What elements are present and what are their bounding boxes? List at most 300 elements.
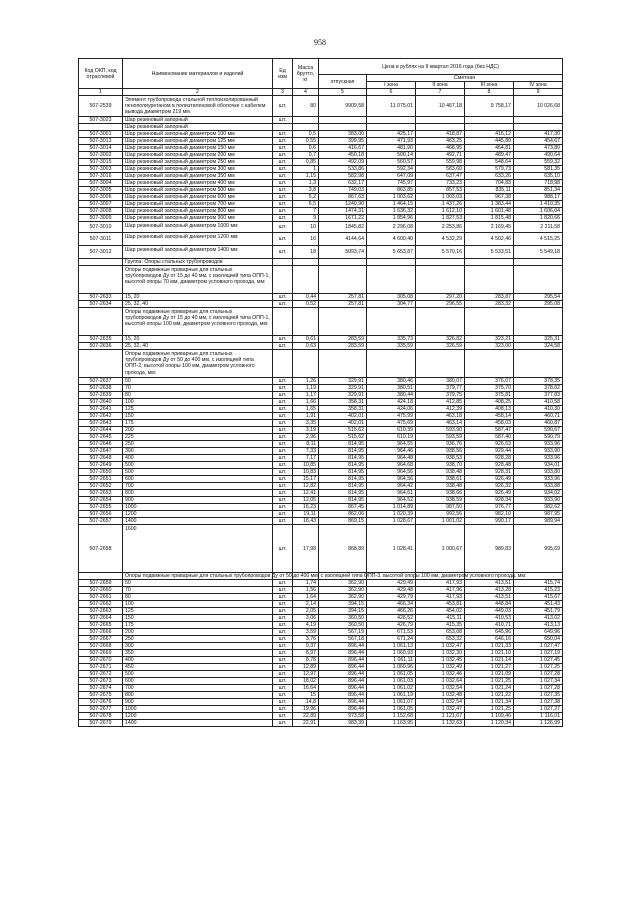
row-mass-cell: 18,43 [293, 518, 319, 525]
row-code-cell: 507-3016 [79, 173, 123, 180]
row-zone-3-price-cell: 1 021,25 [465, 706, 514, 713]
row-zone-3-price-cell: 982,10 [465, 511, 514, 518]
table-row [79, 720, 563, 727]
row-name-cell: 100 [123, 399, 273, 406]
row-zone-3-price-cell: 929,44 [465, 448, 514, 455]
row-zone-1-price-cell: 424,18 [367, 399, 416, 406]
row-release-price-cell: 399,95 [319, 138, 367, 145]
row-mass-cell: 1,64 [293, 594, 319, 601]
row-code-cell: 507-2658 [79, 525, 123, 573]
row-unit-cell: шт. [273, 462, 293, 469]
row-zone-4-price-cell: 934,01 [514, 462, 563, 469]
row-name-cell: 15, 20 [123, 336, 273, 343]
row-release-price-cell: 402,01 [319, 413, 367, 420]
row-unit-cell: шт. [273, 406, 293, 413]
row-unit-cell: шт. [273, 692, 293, 699]
row-code-cell: 507-2647 [79, 448, 123, 455]
table-row [79, 117, 563, 124]
table-row [79, 587, 563, 594]
row-release-price-cell: 896,44 [319, 692, 367, 699]
row-mass-cell: 1,15 [293, 173, 319, 180]
row-zone-2-price-cell: 296,55 [416, 301, 465, 308]
row-zone-4-price-cell: 410,30 [514, 406, 563, 413]
row-zone-2-price-cell: 583,60 [416, 166, 465, 173]
row-zone-3-price-cell [465, 124, 514, 131]
row-mass-cell: 9,37 [293, 643, 319, 650]
row-release-price-cell: 896,44 [319, 664, 367, 671]
row-name-cell: 1400 [123, 518, 273, 525]
table-row [79, 201, 563, 208]
row-zone-4-price-cell: 933,96 [514, 441, 563, 448]
table-row [79, 636, 563, 643]
table-row [79, 266, 563, 294]
row-zone-3-price-cell: 1 021,25 [465, 678, 514, 685]
row-zone-4-price-cell: 590,67 [514, 427, 563, 434]
row-zone-2-price-cell: 379,75 [416, 392, 465, 399]
row-zone-1-price-cell [367, 259, 416, 266]
row-zone-3-price-cell: 926,32 [465, 483, 514, 490]
row-zone-2-price-cell: 326,59 [416, 343, 465, 350]
table-row [79, 166, 563, 173]
row-zone-3-price-cell: 376,07 [465, 378, 514, 385]
row-code-cell: 507-2660 [79, 587, 123, 594]
table-row [79, 441, 563, 448]
row-mass-cell: 9 [293, 215, 319, 222]
row-release-price-cell: 329,91 [319, 385, 367, 392]
row-name-cell: 25, 32, 40 [123, 343, 273, 350]
row-zone-3-price-cell: 283,87 [465, 294, 514, 301]
row-unit-cell: шт. [273, 215, 293, 222]
row-zone-1-price-cell: 11 075,01 [367, 96, 416, 117]
row-mass-cell: 1,56 [293, 587, 319, 594]
row-zone-3-price-cell [465, 259, 514, 266]
row-mass-cell: 16 [293, 233, 319, 246]
row-zone-1-price-cell: 964,46 [367, 448, 416, 455]
row-zone-4-price-cell: 1 027,38 [514, 699, 563, 706]
row-name-cell: 250 [123, 636, 273, 643]
row-zone-4-price-cell [514, 266, 563, 294]
row-code-cell: 507-2633 [79, 294, 123, 301]
row-unit-cell: шт. [273, 497, 293, 504]
row-zone-4-price-cell: 933,96 [514, 455, 563, 462]
row-zone-4-price-cell: 590,79 [514, 434, 563, 441]
row-unit-cell: шт. [273, 490, 293, 497]
row-zone-3-price-cell: 408,13 [465, 406, 514, 413]
row-name-cell: 15, 20 [123, 294, 273, 301]
row-zone-1-price-cell: 964,61 [367, 490, 416, 497]
row-zone-3-price-cell: 416,12 [465, 131, 514, 138]
row-zone-4-price-cell [514, 350, 563, 378]
row-release-price-cell: 896,44 [319, 671, 367, 678]
row-zone-1-price-cell: 1 003,62 [367, 194, 416, 201]
row-release-price-cell: 814,95 [319, 483, 367, 490]
row-code-cell: 507-2637 [79, 378, 123, 385]
row-unit-cell: шт. [273, 96, 293, 117]
row-zone-1-price-cell: 1 060,93 [367, 650, 416, 657]
row-zone-1-price-cell [367, 308, 416, 336]
row-code-cell: 507-2643 [79, 420, 123, 427]
row-mass-cell: 3,76 [293, 636, 319, 643]
row-zone-3-price-cell: 1 383,44 [465, 201, 514, 208]
row-name-cell: Шар резиновый запорный диаметром 400 мм [123, 180, 273, 187]
row-zone-3-price-cell: 548,64 [465, 159, 514, 166]
row-release-price-cell: 814,95 [319, 448, 367, 455]
row-release-price-cell: 814,95 [319, 497, 367, 504]
row-release-price-cell: 973,58 [319, 713, 367, 720]
row-zone-2-price-cell: 463,25 [416, 138, 465, 145]
row-zone-1-price-cell: 471,93 [367, 138, 416, 145]
row-code-cell: 507-2672 [79, 671, 123, 678]
row-zone-2-price-cell: 1 032,46 [416, 671, 465, 678]
row-release-price-cell: 896,44 [319, 699, 367, 706]
row-mass-cell [293, 259, 319, 266]
row-unit-cell: шт. [273, 699, 293, 706]
row-zone-2-price-cell [416, 308, 465, 336]
row-zone-1-price-cell: 429,48 [367, 587, 416, 594]
row-unit-cell: шт. [273, 159, 293, 166]
row-release-price-cell: 515,62 [319, 427, 367, 434]
row-code-cell: 507-2661 [79, 594, 123, 601]
row-zone-2-price-cell: 1 000,67 [416, 525, 465, 573]
row-zone-1-price-cell: 1 152,68 [367, 713, 416, 720]
row-name-cell: 125 [123, 406, 273, 413]
row-name-cell: Опоры подвижные приварные для стальных трубопроводов Ду от 15 до 40 мм, с изоляцией типа ОПП-1, высотой опоры 100 мм, диаметром условного прохода, мм: [123, 308, 273, 336]
row-zone-2-price-cell: 2 253,86 [416, 222, 465, 233]
row-mass-cell: 12,89 [293, 664, 319, 671]
row-zone-1-price-cell: 964,55 [367, 441, 416, 448]
row-mass-cell: 1,74 [293, 580, 319, 587]
table-row [79, 573, 563, 580]
row-zone-3-price-cell: 926,49 [465, 476, 514, 483]
row-name-cell: 300 [123, 448, 273, 455]
row-zone-2-price-cell [416, 124, 465, 131]
row-zone-1-price-cell: 380,46 [367, 378, 416, 385]
row-mass-cell [293, 117, 319, 124]
row-mass-cell: 3,06 [293, 615, 319, 622]
row-unit-cell: шт. [273, 657, 293, 664]
row-zone-1-price-cell: 1 060,96 [367, 664, 416, 671]
row-name-cell: Шар резиновый запорный [123, 124, 273, 131]
row-name-cell: Шар резиновый запорный диаметром 200 мм [123, 152, 273, 159]
row-unit-cell: шт. [273, 476, 293, 483]
row-zone-3-price-cell [465, 350, 514, 378]
row-name-cell: Опоры подвижные приварные для стальных трубопроводов Ду от 50 до 400 мм, с изоляцией типа ОПП-3, высотой опоры 100 мм, диаметром условного прохода, мм: [123, 573, 273, 580]
row-release-price-cell: 257,81 [319, 301, 367, 308]
row-mass-cell: 0,63 [293, 343, 319, 350]
row-zone-1-price-cell: 5 653,87 [367, 246, 416, 259]
row-zone-4-price-cell: 378,35 [514, 378, 563, 385]
row-zone-2-price-cell: 992,56 [416, 511, 465, 518]
row-zone-4-price-cell: 413,13 [514, 622, 563, 629]
table-row [79, 692, 563, 699]
table-row [79, 448, 563, 455]
row-mass-cell: 17,98 [293, 525, 319, 573]
row-zone-4-price-cell: 1 027,19 [514, 650, 563, 657]
row-zone-2-price-cell: 415,11 [416, 615, 465, 622]
row-name-cell: 1000 [123, 504, 273, 511]
table-row [79, 490, 563, 497]
row-mass-cell: 1,65 [293, 406, 319, 413]
row-zone-1-price-cell: 426,52 [367, 615, 416, 622]
row-name-cell: 700 [123, 685, 273, 692]
row-code-cell: 507-3006 [79, 194, 123, 201]
table-row [79, 152, 563, 159]
row-code-cell: 507-3002 [79, 152, 123, 159]
row-release-price-cell: 358,31 [319, 406, 367, 413]
row-name-cell: 1200 [123, 713, 273, 720]
column-number: 1 [79, 89, 123, 96]
row-unit-cell: шт. [273, 518, 293, 525]
row-code-cell: 507-2656 [79, 511, 123, 518]
row-mass-cell: 1,26 [293, 378, 319, 385]
row-mass-cell: 80 [293, 96, 319, 117]
row-code-cell: 507-2677 [79, 706, 123, 713]
row-name-cell: 225 [123, 434, 273, 441]
table-row [79, 420, 563, 427]
row-zone-2-price-cell: 637,47 [416, 173, 465, 180]
row-release-price-cell: 632,17 [319, 180, 367, 187]
row-name-cell: 200 [123, 427, 273, 434]
row-zone-4-price-cell: 649,96 [514, 629, 563, 636]
row-unit-cell: шт. [273, 131, 293, 138]
row-code-cell: 507-3003 [79, 166, 123, 173]
row-release-price-cell [319, 350, 367, 378]
row-code-cell: 507-3012 [79, 246, 123, 259]
row-zone-2-price-cell: 938,53 [416, 455, 465, 462]
table-row [79, 406, 563, 413]
row-zone-4-price-cell: 933,80 [514, 469, 563, 476]
row-zone-4-price-cell: 1 126,99 [514, 720, 563, 727]
row-zone-4-price-cell: 989,94 [514, 518, 563, 525]
row-code-cell: 507-2673 [79, 678, 123, 685]
row-name-cell: Опоры подвижные приварные для стальных трубопроводов Ду от 15 до 40 мм, с изоляцией типа ОПП-1, высотой опоры 70 мм, диаметром условного прохода, мм: [123, 266, 273, 294]
row-release-price-cell: 383,00 [319, 131, 367, 138]
row-zone-3-price-cell: 645,96 [465, 629, 514, 636]
row-name-cell: 500 [123, 469, 273, 476]
row-zone-3-price-cell [465, 266, 514, 294]
table-row [79, 427, 563, 434]
row-mass-cell: 16,23 [293, 504, 319, 511]
row-unit-cell: шт. [273, 504, 293, 511]
table-row [79, 343, 563, 350]
row-unit-cell: шт. [273, 378, 293, 385]
table-row [79, 476, 563, 483]
table-row [79, 699, 563, 706]
row-zone-4-price-cell: 1 027,47 [514, 643, 563, 650]
row-zone-4-price-cell: 451,79 [514, 608, 563, 615]
row-mass-cell: 3,35 [293, 420, 319, 427]
row-mass-cell: 12,41 [293, 490, 319, 497]
row-zone-3-price-cell: 458,03 [465, 420, 514, 427]
row-zone-2-price-cell: 559,98 [416, 159, 465, 166]
row-unit-cell: шт. [273, 629, 293, 636]
row-mass-cell: 0,61 [293, 336, 319, 343]
row-zone-2-price-cell [416, 266, 465, 294]
row-unit-cell: шт. [273, 343, 293, 350]
row-zone-3-price-cell: 1 109,46 [465, 713, 514, 720]
column-number: 6 [367, 89, 416, 96]
row-zone-3-price-cell: 646,16 [465, 636, 514, 643]
row-code-cell: 507-2669 [79, 650, 123, 657]
row-zone-1-price-cell: 1 028,67 [367, 518, 416, 525]
row-release-price-cell: 515,62 [319, 434, 367, 441]
row-zone-1-price-cell: 592,34 [367, 166, 416, 173]
row-mass-cell: 0,55 [293, 138, 319, 145]
row-unit-cell: шт. [273, 441, 293, 448]
row-name-cell: 150 [123, 413, 273, 420]
row-mass-cell [293, 266, 319, 294]
row-name-cell: 175 [123, 622, 273, 629]
row-zone-3-price-cell: 323,21 [465, 336, 514, 343]
row-code-cell: 507-2648 [79, 455, 123, 462]
row-name-cell: 350 [123, 650, 273, 657]
row-code-cell: 507-3005 [79, 187, 123, 194]
row-zone-4-price-cell: 451,43 [514, 601, 563, 608]
row-zone-1-price-cell: 671,53 [367, 629, 416, 636]
row-zone-1-price-cell: 4 600,40 [367, 233, 416, 246]
row-mass-cell: 6,5 [293, 201, 319, 208]
row-release-price-cell: 358,31 [319, 399, 367, 406]
row-mass-cell: 0,44 [293, 294, 319, 301]
row-zone-4-price-cell: 1 116,01 [514, 713, 563, 720]
row-zone-4-price-cell: 4 515,25 [514, 233, 563, 246]
row-name-cell: Шар резиновый запорный диаметром 250 мм [123, 159, 273, 166]
row-release-price-cell: 896,44 [319, 643, 367, 650]
row-code-cell: 507-2678 [79, 713, 123, 720]
row-unit-cell: шт. [273, 117, 293, 124]
row-zone-1-price-cell [367, 350, 416, 378]
row-mass-cell [293, 350, 319, 378]
row-code-cell: 507-2646 [79, 441, 123, 448]
row-mass-cell: 0,85 [293, 159, 319, 166]
row-unit-cell: шт. [273, 594, 293, 601]
row-name-cell: 1000 [123, 706, 273, 713]
row-code-cell: 507-3008 [79, 208, 123, 215]
row-code-cell [79, 124, 123, 131]
row-code-cell: 507-2645 [79, 434, 123, 441]
row-code-cell: 507-2665 [79, 622, 123, 629]
row-code-cell [79, 573, 123, 580]
row-unit-cell: шт. [273, 469, 293, 476]
row-zone-2-price-cell: 1 032,45 [416, 657, 465, 664]
row-mass-cell: 1 [293, 166, 319, 173]
row-release-price-cell: 283,59 [319, 336, 367, 343]
row-name-cell: 500 [123, 671, 273, 678]
row-zone-1-price-cell: 425,17 [367, 131, 416, 138]
row-zone-3-price-cell: 4 502,46 [465, 233, 514, 246]
row-zone-1-price-cell: 671,24 [367, 636, 416, 643]
row-code-cell [79, 259, 123, 266]
row-unit-cell: шт. [273, 636, 293, 643]
row-zone-2-price-cell: 1 032,64 [416, 678, 465, 685]
row-unit-cell: шт. [273, 208, 293, 215]
row-mass-cell: 7 [293, 208, 319, 215]
row-release-price-cell: 896,44 [319, 650, 367, 657]
row-mass-cell: 1,66 [293, 399, 319, 406]
row-zone-2-price-cell: 492,71 [416, 152, 465, 159]
row-zone-2-price-cell: 938,48 [416, 469, 465, 476]
row-zone-3-price-cell: 967,38 [465, 194, 514, 201]
row-mass-cell: 12,97 [293, 671, 319, 678]
row-unit-cell: шт. [273, 664, 293, 671]
row-release-price-cell: 896,44 [319, 678, 367, 685]
row-unit-cell: шт. [273, 511, 293, 518]
row-mass-cell: 16,64 [293, 685, 319, 692]
row-mass-cell: 2,05 [293, 608, 319, 615]
row-name-cell: Элемент трубопровода стальной теплоизолированный пенополиуретаном в полиэтиленовой оболочке с кабелем вывода диаметром 219 мм [123, 96, 273, 117]
table-row [79, 608, 563, 615]
row-zone-1-price-cell: 335,73 [367, 336, 416, 343]
table-row [79, 233, 563, 246]
row-zone-3-price-cell: 489,47 [465, 152, 514, 159]
row-zone-1-price-cell [367, 124, 416, 131]
row-zone-1-price-cell: 429,79 [367, 594, 416, 601]
row-release-price-cell: 394,15 [319, 608, 367, 615]
row-zone-3-price-cell: 928,28 [465, 455, 514, 462]
row-name-cell: 400 [123, 657, 273, 664]
row-name-cell: Шар резиновый запорный диаметром 125 мм [123, 138, 273, 145]
header-zone-4: IV зона [514, 82, 563, 89]
row-mass-cell: 8,11 [293, 441, 319, 448]
row-zone-1-price-cell: 426,79 [367, 622, 416, 629]
row-mass-cell: 18,02 [293, 678, 319, 685]
row-zone-2-price-cell: 936,76 [416, 441, 465, 448]
row-zone-4-price-cell: 324,58 [514, 343, 563, 350]
row-name-cell: 1200 [123, 511, 273, 518]
row-zone-2-price-cell: 653,08 [416, 629, 465, 636]
header-mass: Масса брутто, кг [293, 59, 319, 89]
row-release-price-cell: 867,45 [319, 504, 367, 511]
table-row [79, 308, 563, 336]
row-release-price-cell: 9909,58 [319, 96, 367, 117]
row-unit-cell [273, 350, 293, 378]
row-unit-cell: шт. [273, 166, 293, 173]
row-zone-4-price-cell: 5 549,18 [514, 246, 563, 259]
table-row [79, 434, 563, 441]
page-number: 958 [314, 38, 326, 47]
header-code: Код ОКП, код отраслевой [79, 59, 123, 89]
row-zone-2-price-cell: 1 032,49 [416, 664, 465, 671]
row-zone-4-price-cell: 10 026,68 [514, 96, 563, 117]
row-zone-2-price-cell [416, 259, 465, 266]
row-zone-3-price-cell: 1 021,09 [465, 671, 514, 678]
row-zone-3-price-cell: 464,81 [465, 145, 514, 152]
row-unit-cell: шт. [273, 152, 293, 159]
row-unit-cell: шт. [273, 194, 293, 201]
column-number: 9 [514, 89, 563, 96]
row-code-cell: 507-3004 [79, 180, 123, 187]
table-row [79, 594, 563, 601]
table-row [79, 455, 563, 462]
row-zone-3-price-cell: 1 021,10 [465, 650, 514, 657]
row-name-cell: 450 [123, 664, 273, 671]
header-unit: Ед изм [273, 59, 293, 89]
row-zone-1-price-cell: 964,56 [367, 469, 416, 476]
row-zone-3-price-cell: 449,03 [465, 608, 514, 615]
row-zone-1-price-cell: 610,19 [367, 434, 416, 441]
row-name-cell: 1600 [123, 525, 273, 573]
row-zone-3-price-cell: 926,63 [465, 441, 514, 448]
row-unit-cell [273, 308, 293, 336]
row-code-cell: 507-2664 [79, 615, 123, 622]
row-zone-4-price-cell: 1 820,66 [514, 215, 563, 222]
row-mass-cell: 0,5 [293, 131, 319, 138]
row-zone-1-price-cell: 1 061,02 [367, 685, 416, 692]
table-row [79, 180, 563, 187]
row-zone-2-price-cell: 938,61 [416, 476, 465, 483]
row-release-price-cell: 360,50 [319, 622, 367, 629]
price-table [78, 58, 563, 727]
